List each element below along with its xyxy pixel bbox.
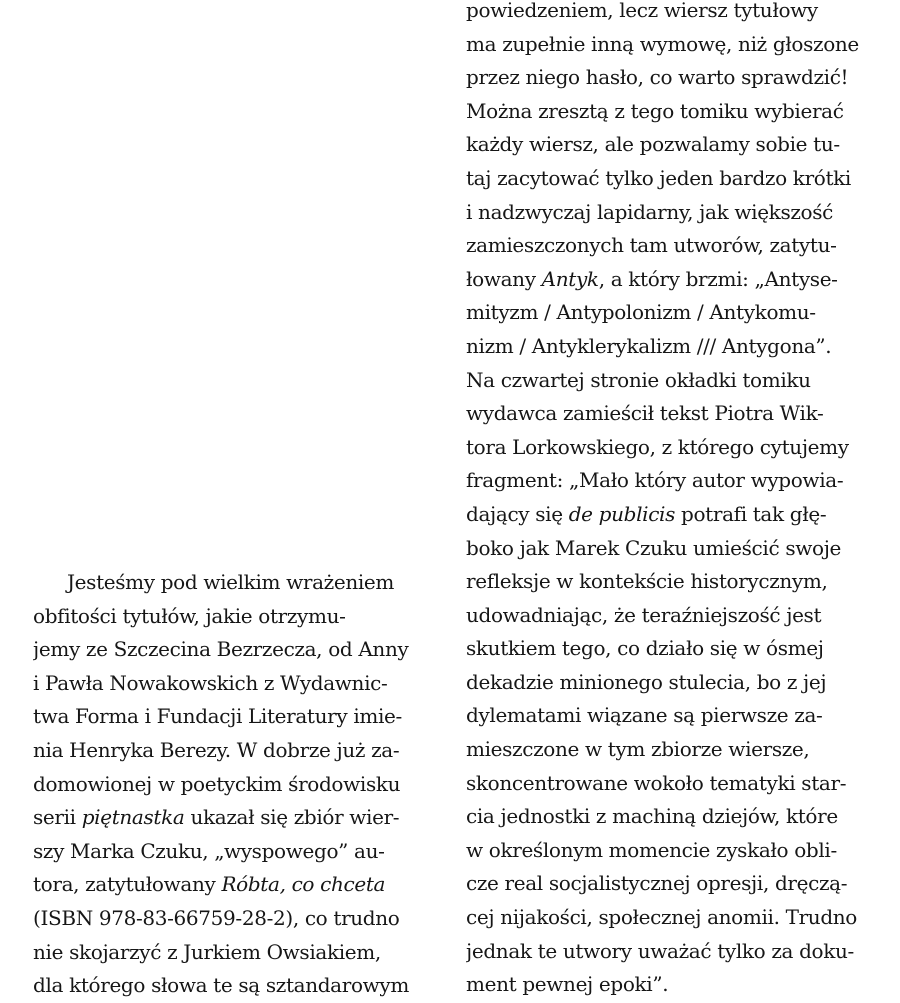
text-line [33,566,433,600]
text-line [33,667,433,701]
text-line [33,868,433,902]
text-segment: tora Lorkowskiego, z którego cytujemy [466,434,849,459]
text-segment: przez niego hasło, co warto sprawdzić! [466,65,849,90]
text-line [466,296,896,330]
text-line [33,801,433,835]
text-line [466,229,896,263]
text-line [33,700,433,734]
text-segment: skoncentrowane wokoło tematyki star- [466,770,847,795]
text-segment: jemy ze Szczecina Bezrzecza, od Anny [33,637,409,662]
text-line [466,968,896,1002]
text-segment: Jesteśmy pod wielkim wrażeniem [67,570,395,594]
text-segment: zamieszczonych tam utworów, zatytu- [466,233,837,258]
text-segment: Można zresztą z tego tomiku wybierać [466,98,844,123]
text-segment: ukazał się zbiór wier- [184,805,400,830]
text-segment: tora, zatytułowany [33,872,222,897]
text-line [466,599,896,633]
text-segment: dekadzie minionego stulecia, bo z jej [466,669,827,694]
text-line [33,600,433,634]
text-line [466,901,896,935]
text-line [466,0,896,28]
text-segment: (ISBN 978-83-66759-28-2), co trudno [33,905,400,930]
text-line [466,162,896,196]
text-segment: potrafi tak głę- [675,501,827,526]
text-segment: nie skojarzyć z Jurkiem Owsiakiem, [33,939,381,964]
text-segment: Na czwartej stronie okładki tomiku [466,367,811,392]
text-segment: taj zacytować tylko jeden bardzo krótki [466,165,851,190]
text-segment: udowadniając, że teraźniejszość jest [466,602,822,627]
text-line [466,733,896,767]
right-text-column [466,0,896,1002]
italic-title: Antyk [541,266,599,291]
text-segment: domowionej w poetyckim środowisku [33,771,401,796]
text-line [466,397,896,431]
text-segment: ma zupełnie inną wymowę, niż głoszone [466,31,859,56]
text-line [466,834,896,868]
text-line [466,464,896,498]
text-line [466,565,896,599]
text-segment: boko jak Marek Czuku umieścić swoje [466,535,842,560]
text-segment: dla którego słowa te są sztandarowym [33,973,409,998]
text-segment: twa Forma i Fundacji Literatury imie- [33,704,402,729]
text-line [466,767,896,801]
text-segment: skutkiem tego, co działo się w ósmej [466,636,824,661]
text-segment: dający się [466,501,569,526]
text-segment: w określonym momencie zyskało obli- [466,837,837,862]
text-segment: każdy wiersz, ale pozwalamy sobie tu- [466,132,840,157]
text-line [466,666,896,700]
text-line [466,867,896,901]
text-line [33,768,433,802]
italic-title: piętnastka [81,805,185,830]
text-segment: ment pewnej epoki”. [466,972,669,997]
text-line [466,61,896,95]
text-segment: szy Marka Czuku, „wyspowego” au- [33,838,385,863]
text-segment: , a który brzmi: „Antyse- [598,266,838,291]
text-line [466,128,896,162]
text-segment: i Pawła Nowakowskich z Wydawnic- [33,670,388,695]
text-segment: cia jednostki z machiną dziejów, które [466,804,838,829]
text-segment: wydawca zamieścił tekst Piotra Wik- [466,401,824,426]
text-line [466,196,896,230]
text-line [466,431,896,465]
text-segment: mityzm / Antypolonizm / Antykomu- [466,300,816,325]
text-segment: nizm / Antyklerykalizm /// Antygona”. [466,333,832,358]
text-segment: dylematami wiązane są pierwsze za- [466,703,823,728]
text-segment: mieszczone w tym zbiorze wiersze, [466,737,810,762]
text-line [466,263,896,297]
text-segment: i nadzwyczaj lapidarny, jak większość [466,199,834,224]
text-line [466,364,896,398]
text-segment: refleksje w kontekście historycznym, [466,569,828,594]
text-line [466,28,896,62]
text-line [33,969,433,1003]
text-line [33,936,433,970]
left-text-column [33,566,433,1003]
text-line [466,800,896,834]
text-line [466,95,896,129]
italic-title: Róbta, co chceta [221,872,386,897]
text-line [33,633,433,667]
text-segment: powiedzeniem, lecz wiersz tytułowy [466,0,818,22]
text-line [466,498,896,532]
text-segment: cej nijakości, społecznej anomii. Trudno [466,905,858,930]
text-segment: fragment: „Mało który autor wypowia- [466,468,844,493]
text-segment: łowany [466,266,542,291]
italic-title: de publicis [568,501,676,526]
text-segment: jednak te utwory uważać tylko za doku- [466,938,854,963]
text-line [466,699,896,733]
text-line [33,734,433,768]
text-line [466,632,896,666]
text-segment: obfitości tytułów, jakie otrzymu- [33,603,346,628]
text-line [33,902,433,936]
text-line [33,835,433,869]
text-segment: cze real socjalistycznej opresji, dręczą- [466,871,848,896]
text-line [466,532,896,566]
text-line [466,330,896,364]
text-segment: nia Henryka Berezy. W dobrze już za- [33,737,400,762]
text-line [466,935,896,969]
text-segment: serii [33,805,82,830]
